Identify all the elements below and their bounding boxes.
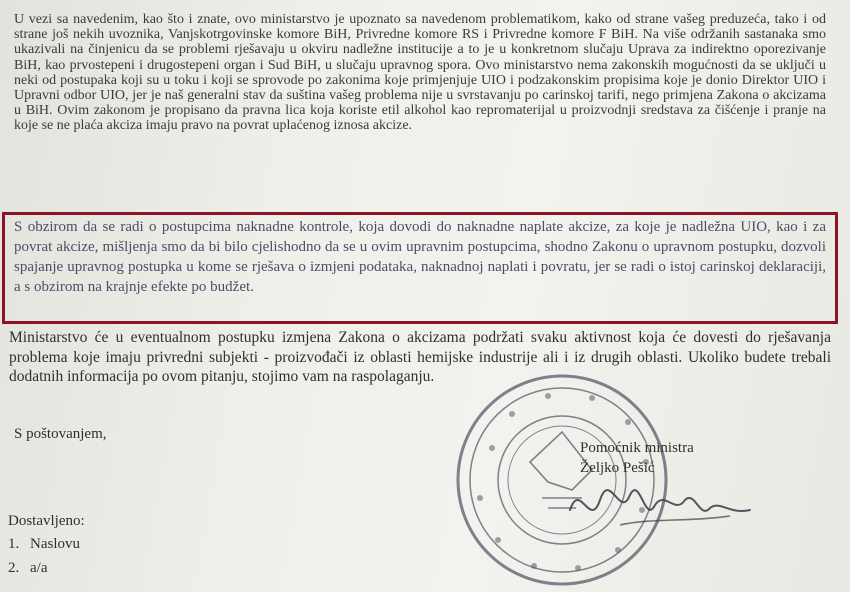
greeting: S poštovanjem,	[14, 426, 107, 442]
signer-name: Željko Pešić	[580, 460, 655, 476]
distribution-item-number: 1.	[8, 536, 20, 552]
intro-paragraph: U vezi sa navedenim, kao što i znate, ovo ministarstvo je upoznato sa navedenom problematikom, kako od strane vašeg preduzeća, tako i od strane još nekih uvoznika, Vanjskotrgovinske komore BiH, Privredne komore RS i Privredne komore F BiH. Na više održanih sastanaka smo ukazivali na činjenicu da se problemi rješavaju u okviru nadležne institucije a to je u konkretnom slučaju Uprava za indirektno oporezivanje BiH, kao prvostepeni i drugostepeni organ i Sud BiH, u slučaju upravnog spora. Ovo ministarstvo nema zakonskih mogućnosti da se uključi u neki od postupaka koji su u toku i koji se sprovode po zakonima koje primjenjuje UIO i podzakonskim propisima koje je donio Direktor UIO i Upravni odbor UIO, jer je naš generalni stav da suština vašeg problema nije u svrstavanju po carinskoj tarifi, nego primjena Zakona o akcizama u BiH. Ovim zakonom je propisano da pravna lica koja koriste etil alkohol kao repromaterijal u proizvodnji sredstava za čišćenje i pranje na koje se ne plaća akciza imaju pravo na povrat uplaćenog iznosa akcize.	[14, 12, 826, 134]
highlighted-paragraph: S obzirom da se radi o postupcima naknadne kontrole, koja dovodi do naknadne naplate akcize, za koje je nadležna UIO, kao i za povrat akcize, mišljenja smo da bi bilo cjelishodno da se u ovim upravnim postupcima, shodno Zakonu o upravnom postupku, dozvoli spajanje upravnog postupka u kome se rješava o izmjeni podataka, naknadnoj naplati i povratu, jer se radi o istoj carinskoj deklaraciji, a s obzirom na krajnje efekte po budžet.	[14, 219, 826, 295]
distribution-item	[8, 536, 80, 553]
distribution-item-text: a/a	[30, 560, 48, 576]
distribution-item	[8, 560, 47, 577]
distribution-item-number: 2.	[8, 560, 20, 576]
signer-title: Pomoćnik ministra	[580, 440, 694, 456]
closing-paragraph: Ministarstvo će u eventualnom postupku izmjena Zakona o akcizama podržati svaku aktivnost koja će dovesti do rješavanja problema koje imaju privredni subjekti - proizvođači iz oblasti hemijske industrije ali i iz drugih oblasti. Ukoliko budete trebali dodatnih informacija po ovom pitanju, stojimo vam na raspolaganju.	[9, 329, 831, 386]
handwritten-signature-icon	[560, 470, 760, 540]
distribution-label: Dostavljeno:	[8, 513, 85, 529]
distribution-item-text: Naslovu	[30, 536, 80, 552]
